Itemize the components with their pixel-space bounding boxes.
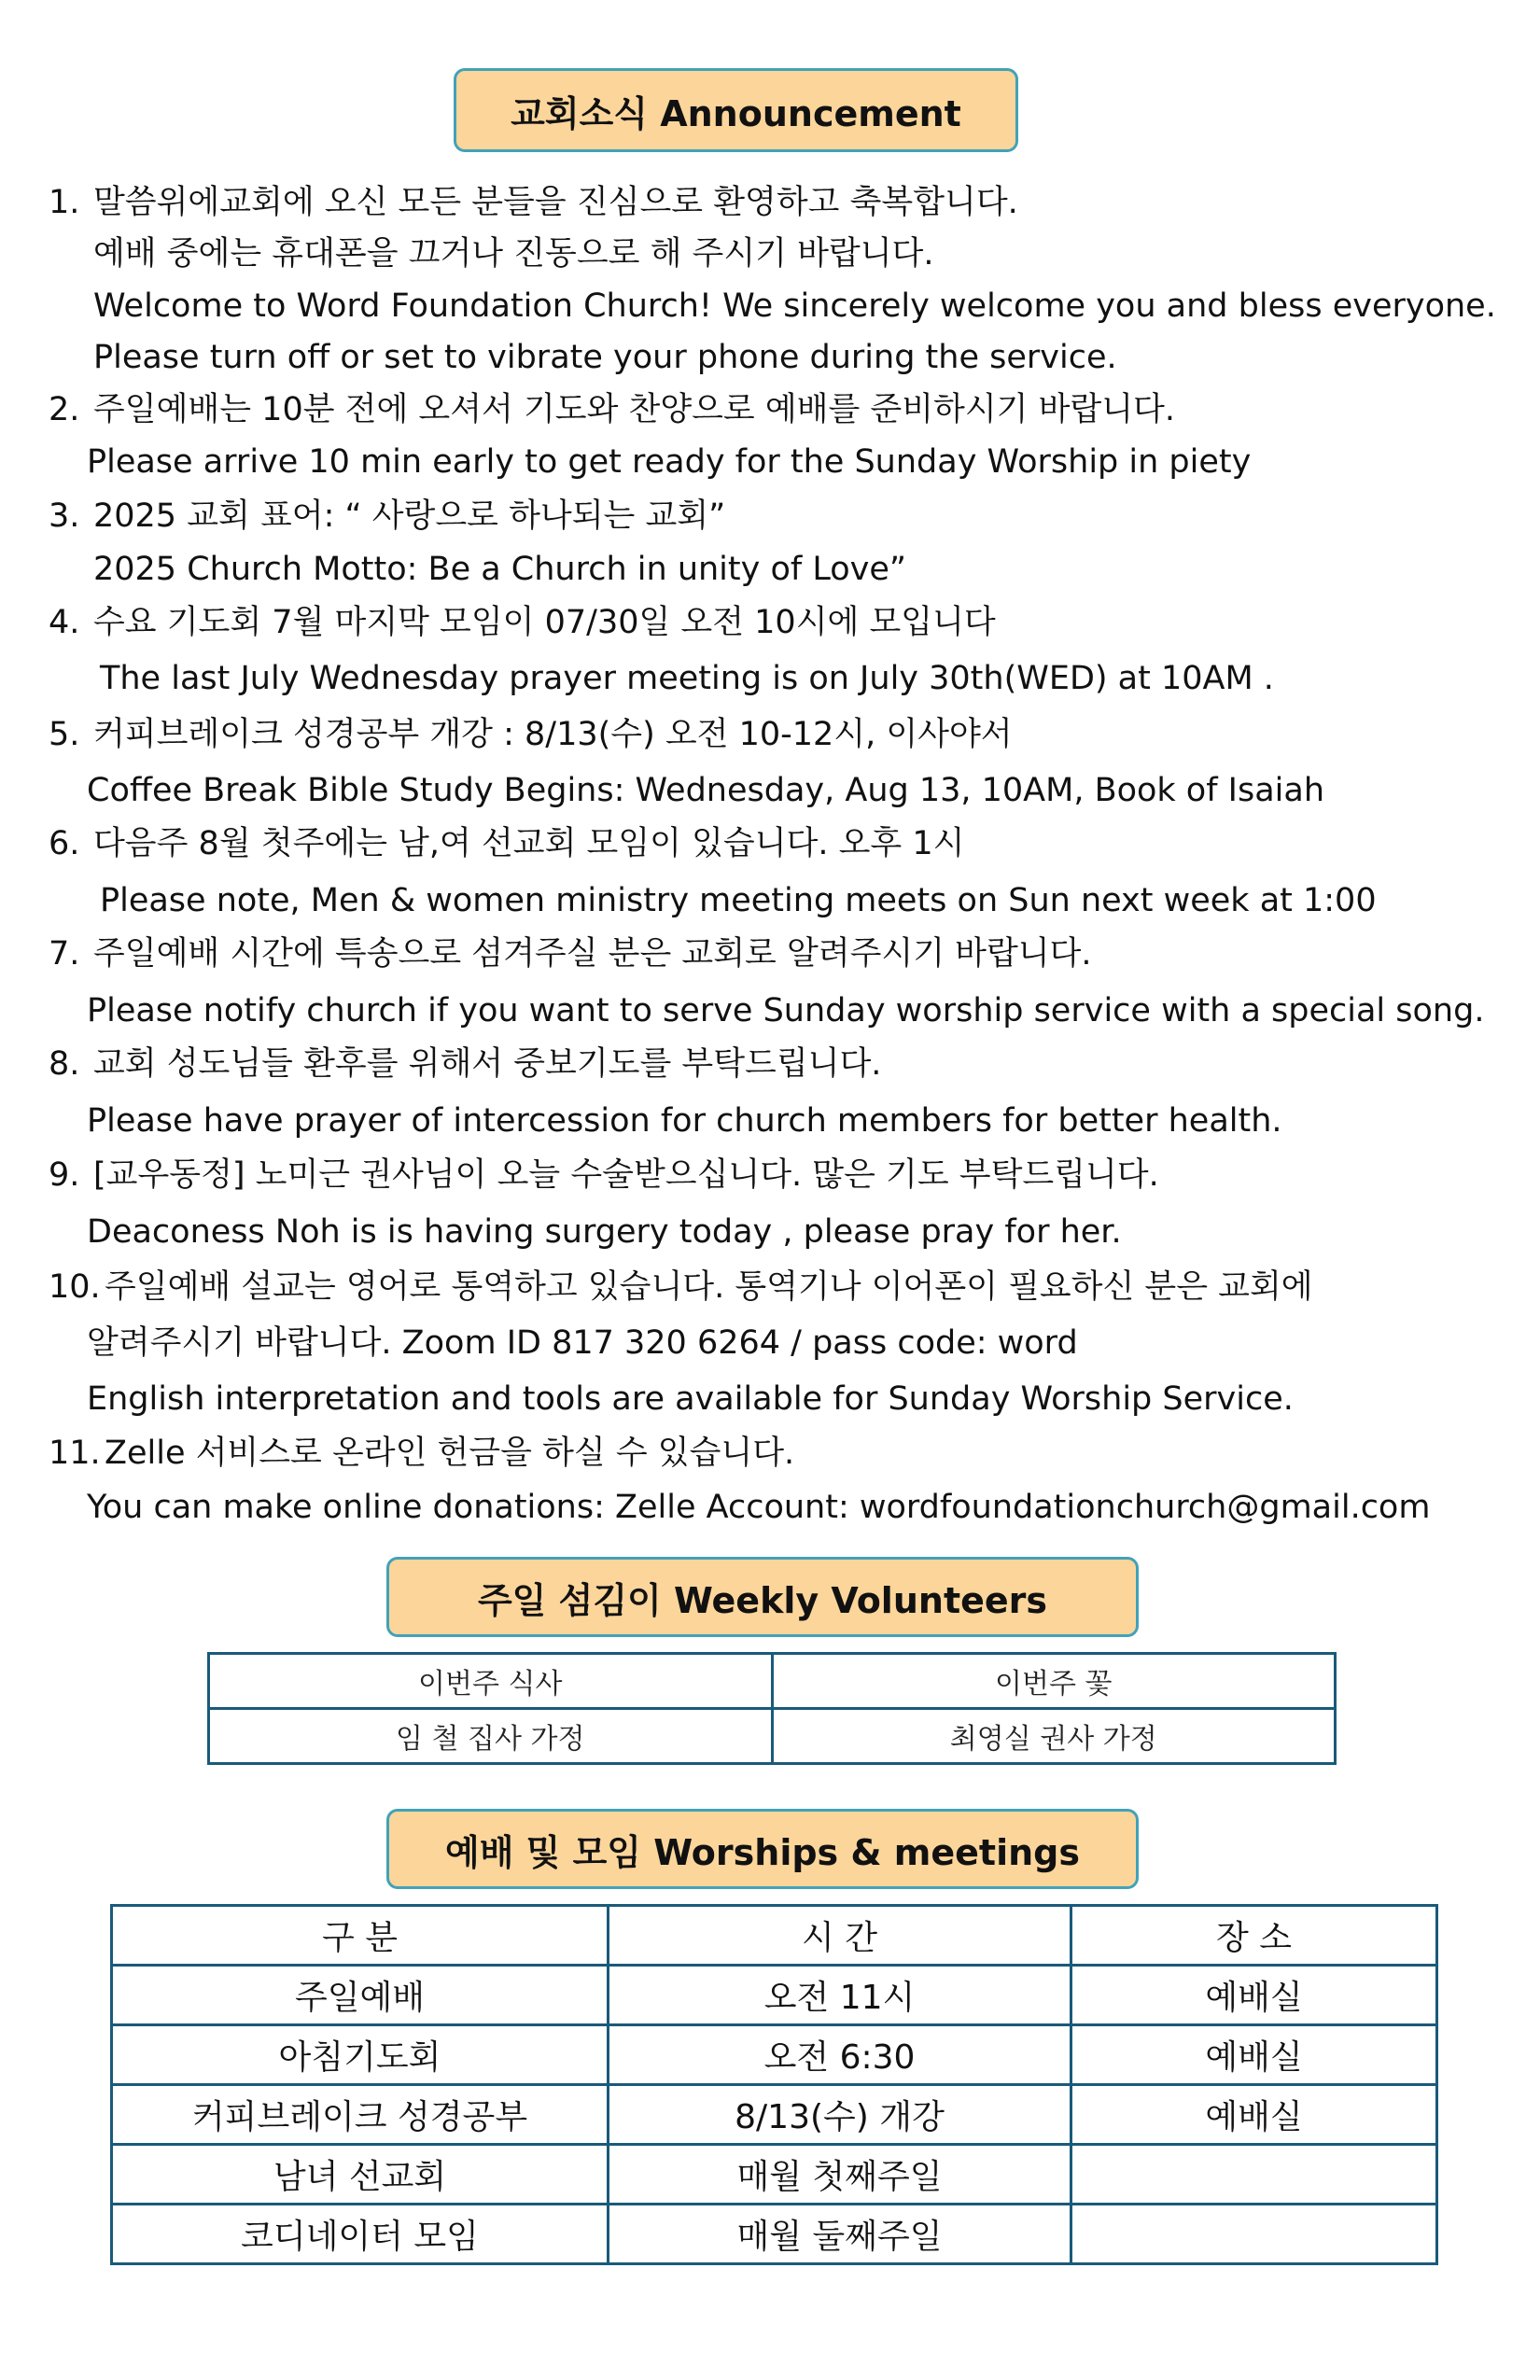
table-cell: 주일예배: [112, 1966, 609, 2025]
table-cell: 예배실: [1071, 2085, 1437, 2145]
announcement-line: English interpretation and tools are available for Sunday Worship Service.: [87, 1380, 1294, 1418]
table-cell: 오전 11시: [609, 1966, 1071, 2025]
announcement-line: Coffee Break Bible Study Begins: Wednesday, Aug 13, 10AM, Book of Isaiah: [87, 772, 1325, 809]
announcement-line: Please turn off or set to vibrate your phone during the service.: [93, 339, 1117, 376]
announcement-line: 교회 성도님들 환후를 위해서 중보기도를 부탁드립니다.: [93, 1045, 882, 1083]
announcement-line: Please note, Men & women ministry meeting meets on Sun next week at 1:00: [100, 882, 1377, 919]
announcement-number: 8.: [49, 1045, 80, 1083]
announcement-number: 2.: [49, 391, 80, 428]
announcement-line: You can make online donations: Zelle Account: wordfoundationchurch@gmail.com: [87, 1489, 1431, 1526]
announcement-number: 3.: [49, 497, 80, 535]
table-header-cell: 시 간: [609, 1906, 1071, 1966]
table-row: [209, 1709, 1336, 1764]
announcement-line: 커피브레이크 성경공부 개강 : 8/13(수) 오전 10-12시, 이사야서: [93, 716, 1013, 753]
announcement-number: 9.: [49, 1156, 80, 1194]
announcement-line: Please arrive 10 min early to get ready for the Sunday Worship in piety: [87, 443, 1252, 481]
announcement-line: [교우동정] 노미근 권사님이 오늘 수술받으십니다. 많은 기도 부탁드립니다.: [93, 1156, 1159, 1194]
table-cell: 8/13(수) 개강: [609, 2085, 1071, 2145]
announcement-number: 10.: [49, 1268, 101, 1306]
announcement-line: Please have prayer of intercession for church members for better health.: [87, 1102, 1282, 1140]
announcement-line: 다음주 8월 첫주에는 남,여 선교회 모임이 있습니다. 오후 1시: [93, 825, 965, 862]
announcement-line: Zelle 서비스로 온라인 헌금을 하실 수 있습니다.: [105, 1435, 795, 1472]
table-row: [112, 2025, 1437, 2085]
table-header-cell: 구 분: [112, 1906, 609, 1966]
announcement-line: 2025 교회 표어: “ 사랑으로 하나되는 교회”: [93, 497, 726, 535]
table-cell: [1071, 2145, 1437, 2205]
table-header-cell: 장 소: [1071, 1906, 1437, 1966]
announcement-line: 수요 기도회 7월 마지막 모임이 07/30일 오전 10시에 모입니다: [93, 604, 996, 641]
announcement-number: 5.: [49, 716, 80, 753]
announcement-line: 예배 중에는 휴대폰을 끄거나 진동으로 해 주시기 바랍니다.: [93, 235, 934, 273]
table-cell: 커피브레이크 성경공부: [112, 2085, 609, 2145]
worship-title: 예배 및 모임 Worships & meetings: [445, 1831, 1080, 1873]
volunteers-title: 주일 섬김이 Weekly Volunteers: [477, 1579, 1048, 1621]
volunteers-header: [386, 1557, 1139, 1637]
announcement-line: Welcome to Word Foundation Church! We sincerely welcome you and bless everyone.: [93, 287, 1496, 325]
worship-table: [110, 1904, 1438, 2265]
table-cell: 매월 둘째주일: [609, 2205, 1071, 2264]
announcement-line: Please notify church if you want to serve Sunday worship service with a special song.: [87, 992, 1485, 1029]
table-row: [112, 1906, 1437, 1966]
announcement-line: 2025 Church Motto: Be a Church in unity of Love”: [93, 551, 907, 588]
table-cell: 매월 첫째주일: [609, 2145, 1071, 2205]
announcement-line: 알려주시기 바랍니다. Zoom ID 817 320 6264 / pass code: word: [87, 1324, 1078, 1362]
announcement-number: 4.: [49, 604, 80, 641]
announcement-number: 1.: [49, 184, 80, 221]
table-cell: 오전 6:30: [609, 2025, 1071, 2085]
table-cell: 남녀 선교회: [112, 2145, 609, 2205]
table-cell: 예배실: [1071, 1966, 1437, 2025]
table-row: [112, 2145, 1437, 2205]
announcement-line: 주일예배 시간에 특송으로 섬겨주실 분은 교회로 알려주시기 바랍니다.: [93, 935, 1092, 973]
table-header-cell: 이번주 꽃: [772, 1654, 1336, 1709]
table-cell: 최영실 권사 가정: [772, 1709, 1336, 1764]
table-cell: 코디네이터 모임: [112, 2205, 609, 2264]
volunteers-table: [207, 1652, 1337, 1765]
table-row: [112, 2085, 1437, 2145]
announcement-title: 교회소식 Announcement: [511, 92, 961, 134]
announcement-line: 주일예배 설교는 영어로 통역하고 있습니다. 통역기나 이어폰이 필요하신 분은 교회에: [105, 1268, 1313, 1306]
announcement-line: 주일예배는 10분 전에 오셔서 기도와 찬양으로 예배를 준비하시기 바랍니다.: [93, 391, 1175, 428]
announcement-line: The last July Wednesday prayer meeting is on July 30th(WED) at 10AM .: [100, 660, 1274, 697]
announcement-line: Deaconess Noh is is having surgery today , please pray for her.: [87, 1213, 1122, 1251]
table-cell: 예배실: [1071, 2025, 1437, 2085]
table-cell: 아침기도회: [112, 2025, 609, 2085]
table-cell: [1071, 2205, 1437, 2264]
table-row: [209, 1654, 1336, 1709]
table-row: [112, 1966, 1437, 2025]
table-header-cell: 이번주 식사: [209, 1654, 773, 1709]
worship-header: [386, 1809, 1139, 1889]
announcement-line: 말씀위에교회에 오신 모든 분들을 진심으로 환영하고 축복합니다.: [93, 184, 1018, 221]
announcement-number: 11.: [49, 1435, 101, 1472]
table-row: [112, 2205, 1437, 2264]
announcement-number: 7.: [49, 935, 80, 973]
announcement-number: 6.: [49, 825, 80, 862]
announcement-header: [454, 68, 1018, 152]
table-cell: 임 철 집사 가정: [209, 1709, 773, 1764]
